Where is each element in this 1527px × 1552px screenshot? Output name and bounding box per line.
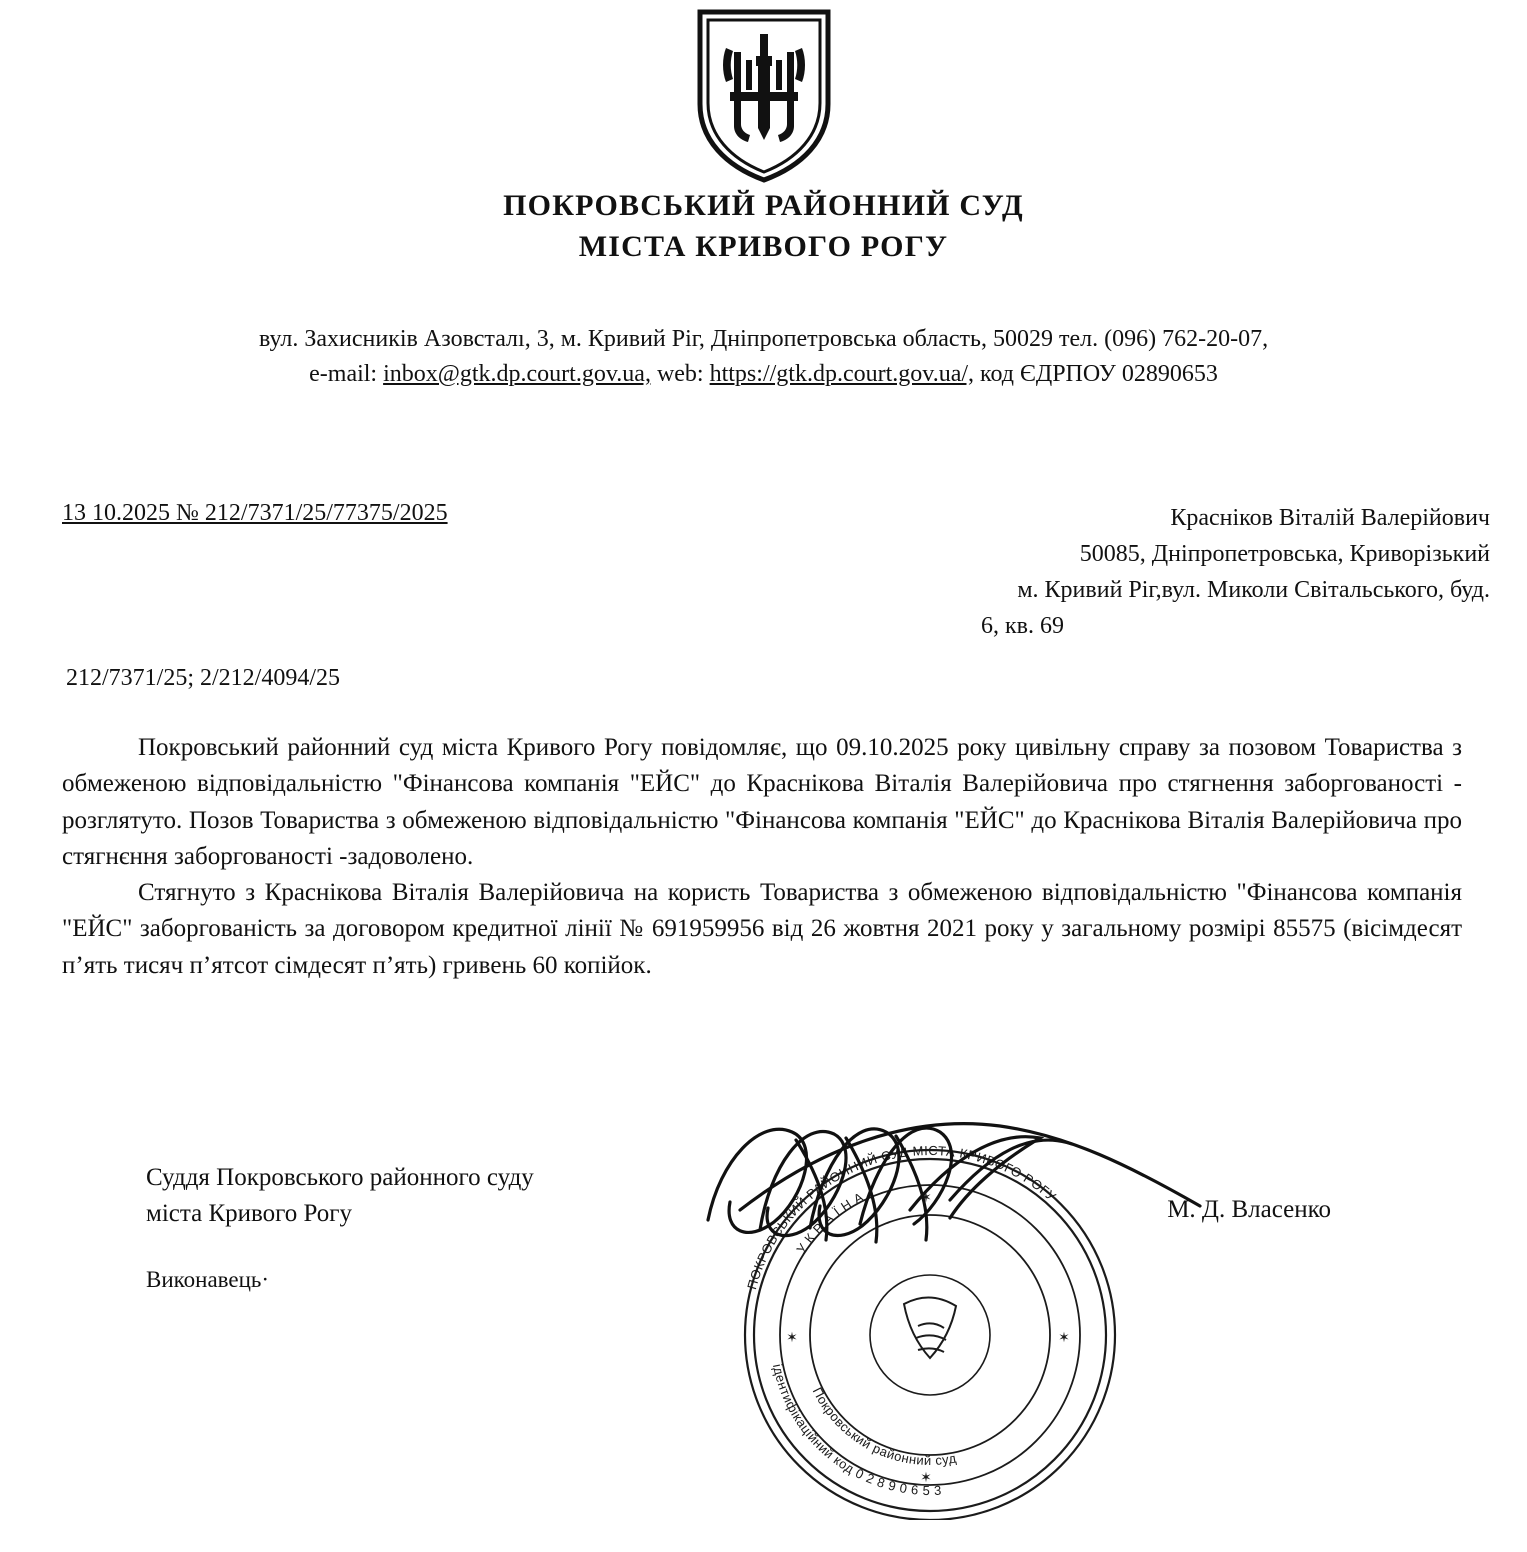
body-paragraph-2: Стягнуто з Краснікова Віталія Валерійовича на користь Товариства з обмеженою відповідальністю "Фінансова компанія "ЕЙС" заборгованість за договором кредитної лінії № 691959956 від 26 жовтня 2021 року у загальному розмірі 85575 (вісімдесят п’ять тисяч п’ятсот сімдесят п’ять) гривень 60 копійок. (62, 879, 1462, 979)
body-paragraph-1: Покровський районний суд міста Кривого Рогу повідомляє, що 09.10.2025 року цивільну справу за позовом Товариства з обмеженою відповідальністю "Фінансова компанія "ЕЙС" до Краснікова Віталія Валерійовича про стягнення заборгованості - розглятуто. Позов Товариства з обмеженою відповідальністю "Фінансова компанія "ЕЙС" до Краснікова Віталія Валерійовича про стягнєння заборгованості -задоволено. (62, 734, 1462, 870)
signature-title-line1: Суддя Покровського районного суду (146, 1164, 534, 1191)
svg-text:У К Р А Ї Н А: У К Р А Ї Н А (793, 1189, 866, 1257)
court-contact-block (0, 322, 1527, 392)
web-label: web: (656, 360, 704, 387)
handwritten-signature (700, 1090, 1220, 1290)
official-round-seal-icon (690, 1090, 1170, 1520)
case-numbers: 212/7371/25; 2/212/4094/25 (66, 665, 341, 691)
signer-name: М. Д. Власенко (1167, 1196, 1331, 1223)
email-label: e-mail: (309, 360, 378, 387)
svg-text:✶: ✶ (1058, 1330, 1070, 1346)
page-title (0, 186, 1527, 267)
executor-label: Виконавець· (146, 1267, 270, 1292)
svg-text:ПОКРОВСЬКИЙ РАЙОННИЙ СУД МІ: ПОКРОВСЬКИЙ РАЙОННИЙ СУД МІСТА КРИВОГО РОГУ (744, 1142, 1060, 1292)
addressee-line-2: 50085, Дніпропетровська, Криворізький (1079, 541, 1490, 567)
signature-title-block (146, 1160, 534, 1233)
document-body (62, 730, 1462, 984)
website-link[interactable]: https://gtk.dp.court.gov.ua/, (709, 360, 975, 387)
addressee-line-4: 6, кв. 69 (981, 613, 1064, 639)
addressee-block (700, 500, 1490, 644)
svg-text:✶: ✶ (920, 1470, 932, 1486)
document-reference-number: 13 10.2025 № 212/7371/25/77375/2025 (62, 500, 448, 526)
signature-title-line2: міста Кривого Рогу (146, 1200, 353, 1228)
addressee-line-3: м. Кривий Ріг,вул. Миколи Світальського, буд. (1017, 577, 1490, 603)
svg-text:Покровський районний суд: Покровський районний суд (809, 1384, 958, 1469)
svg-text:ідентифікаційний код 0 2 8 9: ідентифікаційний код 0 2 8 9 0 6 5 3 (769, 1362, 943, 1499)
court-title-line2: МІСТА КРИВОГО РОГУ (578, 229, 949, 263)
edrpou-code: код ЄДРПОУ 02890653 (980, 360, 1218, 387)
court-address: вул. Захисників Азовсталı, 3, м. Кривий Ріг, Дніпропетровська область, 50029 тел. (096) 762-20-07, (258, 326, 1269, 352)
svg-text:✶: ✶ (786, 1330, 798, 1346)
court-contact-line2 (0, 357, 1527, 392)
addressee-name: Красніков Віталій Валерійович (1170, 505, 1490, 531)
court-title-line1: ПОКРОВСЬКИЙ РАЙОННИЙ СУД (503, 189, 1024, 222)
email-link[interactable]: inbox@gtk.dp.court.gov.ua, (383, 360, 651, 387)
svg-text:✶: ✶ (920, 1190, 932, 1206)
ukraine-coat-of-arms-trident-icon (690, 8, 838, 189)
emblem-container (0, 8, 1527, 189)
